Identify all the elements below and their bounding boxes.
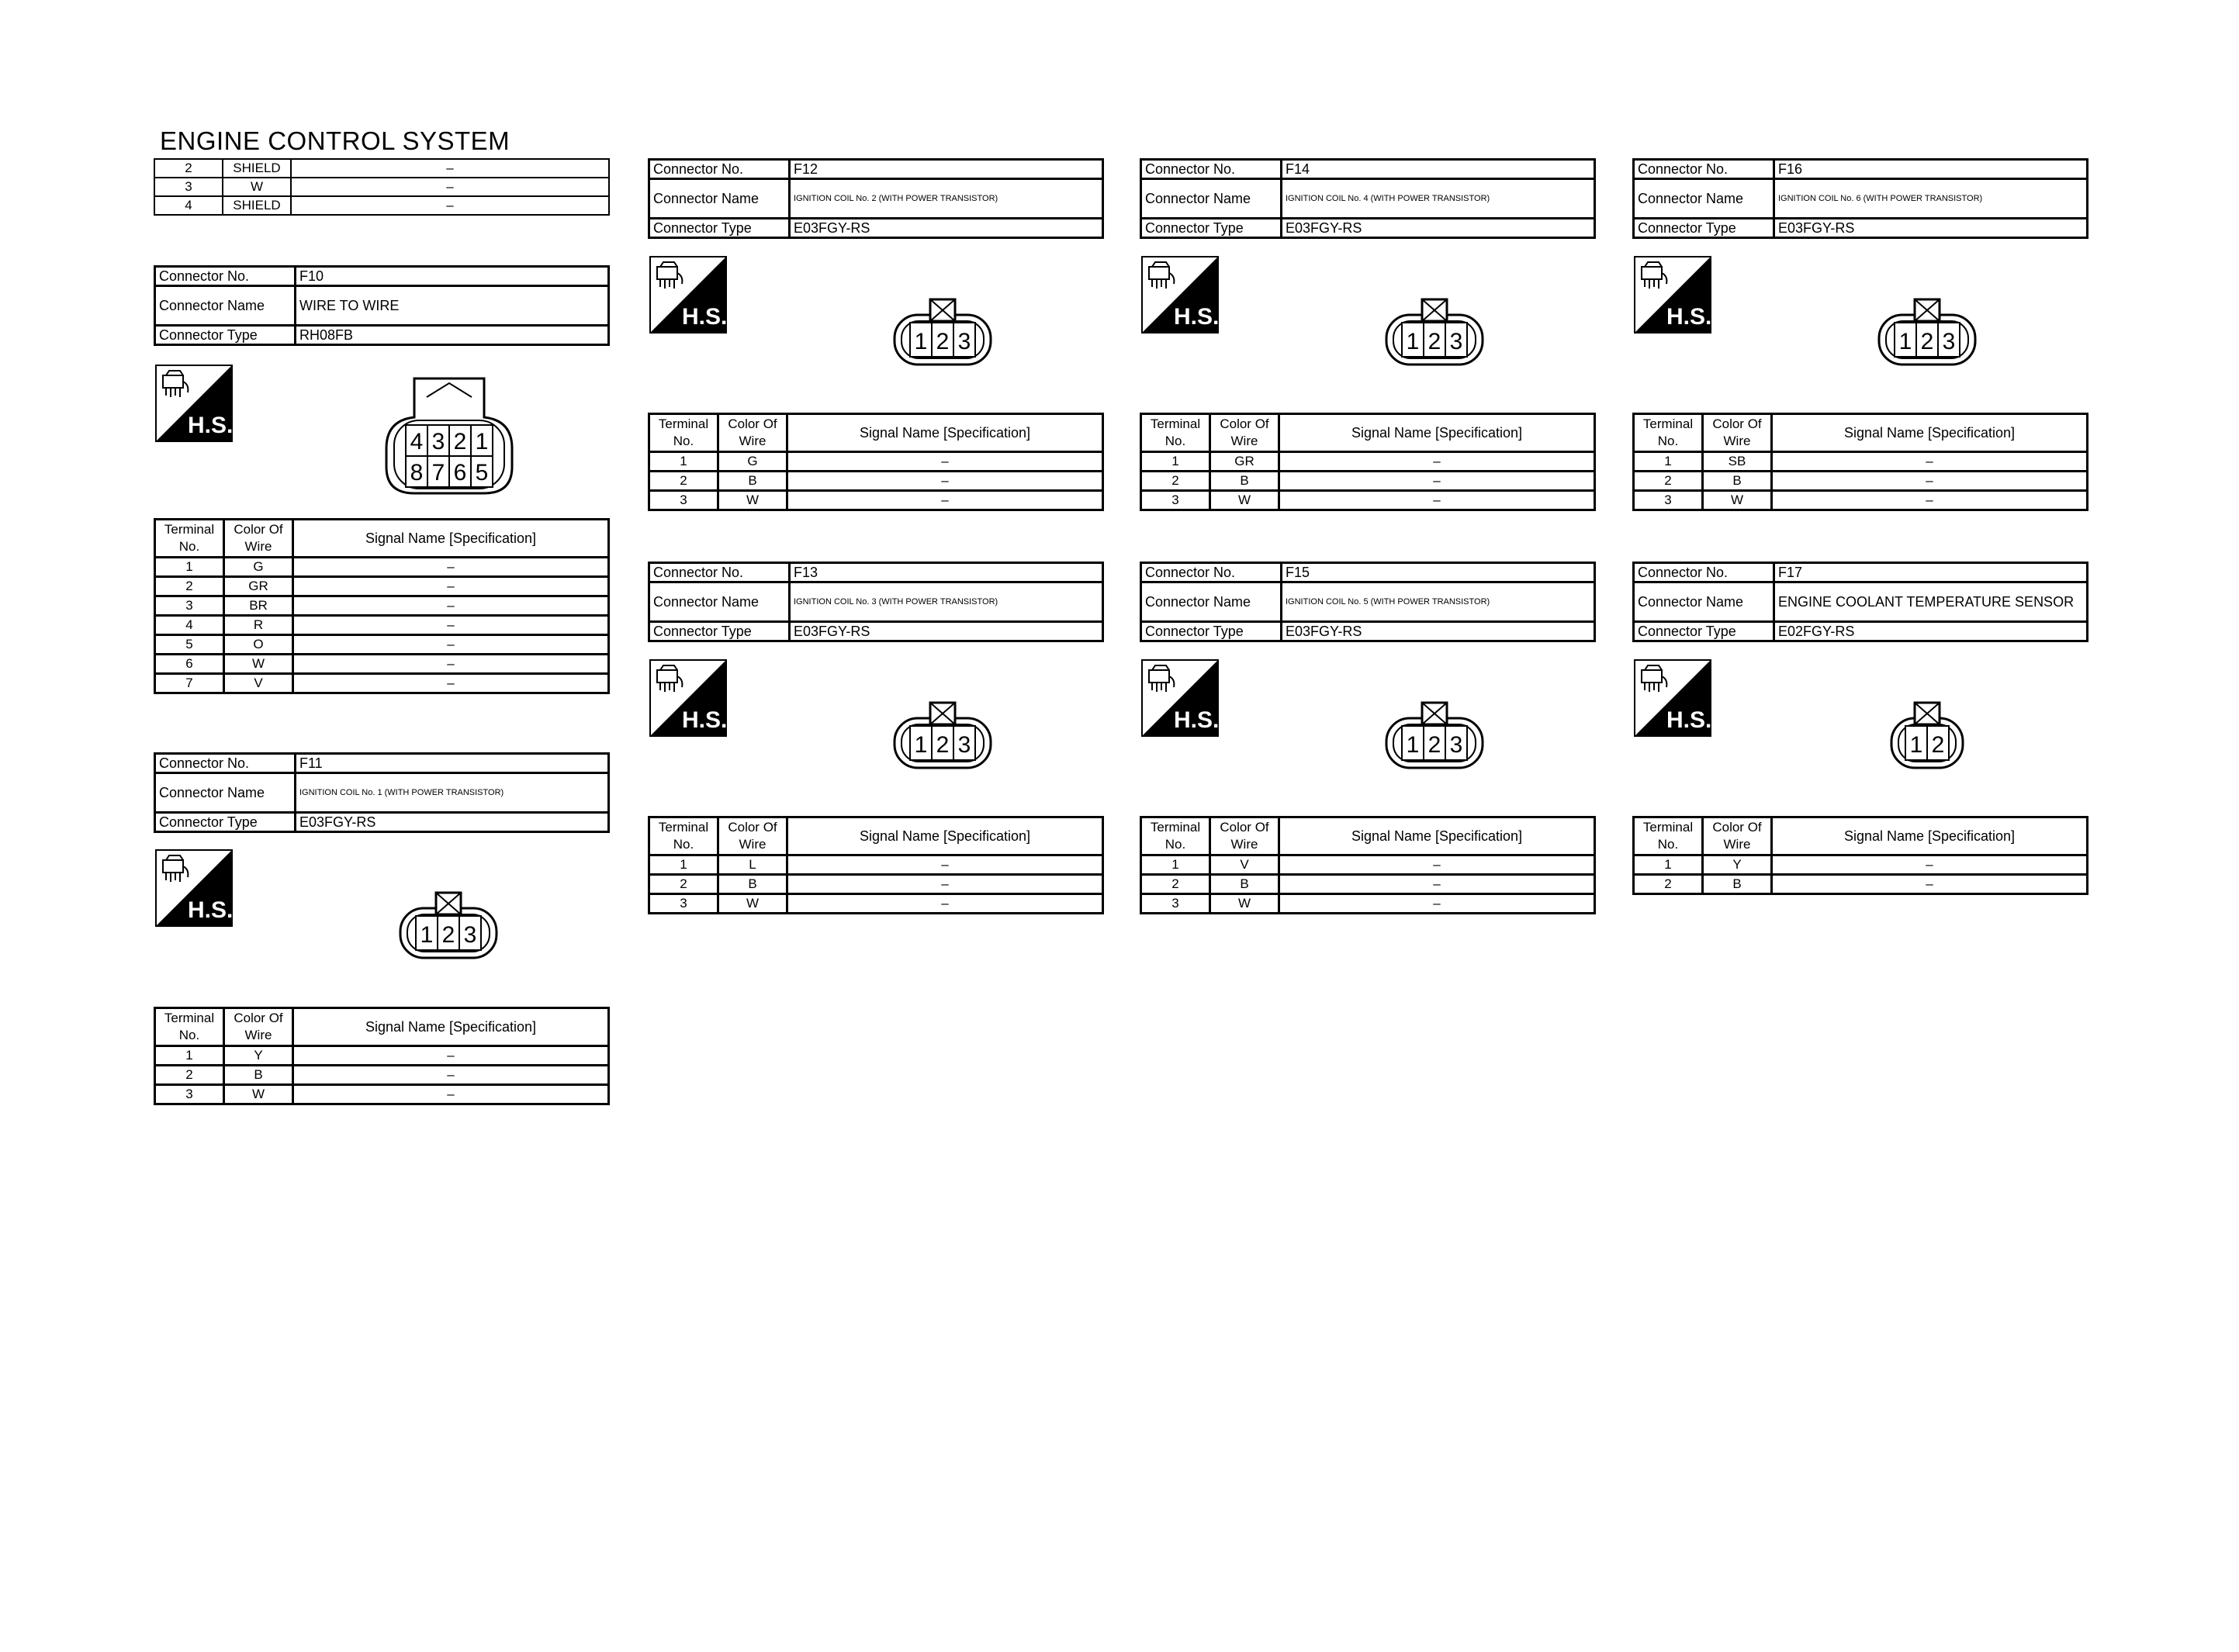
connector-name-label: Connector Name: [1634, 179, 1774, 219]
terminal-cell: 2: [649, 472, 718, 491]
connector-info-table: [1140, 562, 1596, 642]
connector-type-label: Connector Type: [155, 813, 296, 832]
connector-face-diagram: [398, 890, 499, 965]
signal-name-header: Signal Name [Specification]: [293, 520, 609, 558]
signal-cell: –: [1279, 855, 1595, 875]
table-row: [155, 596, 609, 616]
pin-label: 2: [1427, 329, 1441, 354]
wire-color-cell: B: [1210, 472, 1279, 491]
terminal-cell: 2: [1141, 472, 1210, 491]
connector-no-row: [1141, 160, 1595, 179]
connector-name-row: [649, 582, 1103, 622]
connector-name-label: Connector Name: [649, 179, 790, 219]
pin-label: 8: [410, 460, 424, 486]
wire-color-cell: B: [718, 875, 787, 894]
table-row: [1634, 472, 2088, 491]
terminal-table: [1140, 413, 1596, 511]
connector-name-label: Connector Name: [1141, 582, 1282, 622]
connector-type-label: Connector Type: [649, 622, 790, 641]
terminal-cell: 2: [1141, 875, 1210, 894]
svg-text:H.S.: H.S.: [188, 897, 233, 923]
svg-text:H.S.: H.S.: [682, 304, 727, 330]
table-row: [649, 894, 1103, 914]
connector-name-value: IGNITION COIL No. 6 (WITH POWER TRANSISTOR): [1774, 179, 2088, 219]
connector-name-value: WIRE TO WIRE: [296, 286, 609, 326]
wire-color-cell: B: [1703, 875, 1772, 894]
terminal-cell: 3: [649, 491, 718, 510]
table-header-row: [649, 817, 1103, 855]
terminal-no-header: Terminal No.: [1141, 414, 1210, 452]
connector-info-table: [1632, 158, 2088, 239]
pin-label: 2: [1427, 732, 1441, 758]
table-row: [155, 577, 609, 596]
connector-no-row: [1634, 160, 2088, 179]
wire-color-cell: B: [1210, 875, 1279, 894]
connector-face-diagram: [1384, 296, 1485, 372]
signal-cell: –: [787, 472, 1103, 491]
signal-cell: –: [291, 196, 609, 215]
wire-color-header: Color Of Wire: [718, 414, 787, 452]
svg-text:H.S.: H.S.: [1174, 707, 1219, 733]
signal-cell: –: [1279, 875, 1595, 894]
table-row: [155, 1046, 609, 1066]
wire-color-header: Color Of Wire: [1703, 817, 1772, 855]
table-header-row: [1634, 817, 2088, 855]
table-row: [155, 1066, 609, 1085]
connector-info-table: [154, 265, 610, 346]
pin-label: 1: [1406, 329, 1420, 354]
wire-color-cell: SHIELD: [223, 196, 291, 215]
wire-color-cell: SHIELD: [223, 159, 291, 178]
table-row: [154, 159, 609, 178]
terminal-table: [1632, 413, 2088, 511]
terminal-cell: 1: [1634, 855, 1703, 875]
pin-label: 1: [914, 732, 928, 758]
connector-info-table: [648, 158, 1104, 239]
wire-color-cell: Y: [1703, 855, 1772, 875]
terminal-cell: 2: [154, 159, 223, 178]
harness-side-icon: [1634, 256, 1711, 334]
connector-no-row: [155, 267, 609, 286]
connector-no-row: [1634, 563, 2088, 582]
connector-type-row: [649, 622, 1103, 641]
terminal-cell: 4: [154, 196, 223, 215]
terminal-cell: 7: [155, 674, 224, 693]
signal-cell: –: [1279, 894, 1595, 914]
table-row: [155, 1085, 609, 1104]
table-row: [155, 655, 609, 674]
connector-no-row: [1141, 563, 1595, 582]
connector-no-value: F17: [1774, 563, 2088, 582]
wire-color-cell: B: [718, 472, 787, 491]
connector-name-label: Connector Name: [1634, 582, 1774, 622]
signal-cell: –: [293, 596, 609, 616]
terminal-no-header: Terminal No.: [1141, 817, 1210, 855]
wire-color-cell: GR: [224, 577, 293, 596]
terminal-cell: 1: [155, 558, 224, 577]
table-header-row: [1141, 817, 1595, 855]
signal-name-header: Signal Name [Specification]: [1772, 817, 2088, 855]
signal-cell: –: [291, 178, 609, 196]
terminal-cell: 1: [155, 1046, 224, 1066]
wire-color-cell: Y: [224, 1046, 293, 1066]
table-row: [155, 616, 609, 635]
pin-label: 5: [475, 460, 489, 486]
terminal-cell: 2: [1634, 472, 1703, 491]
pin-label: 3: [431, 429, 445, 454]
table-row: [1141, 472, 1595, 491]
connector-name-label: Connector Name: [155, 286, 296, 326]
connector-no-value: F11: [296, 754, 609, 773]
wire-color-cell: W: [718, 491, 787, 510]
connector-type-label: Connector Type: [1634, 622, 1774, 641]
terminal-no-header: Terminal No.: [1634, 414, 1703, 452]
terminal-cell: 5: [155, 635, 224, 655]
connector-no-value: F16: [1774, 160, 2088, 179]
table-header-row: [155, 1008, 609, 1046]
table-header-row: [1141, 414, 1595, 452]
connector-no-label: Connector No.: [1634, 563, 1774, 582]
signal-cell: –: [293, 1085, 609, 1104]
pin-label: 1: [420, 922, 434, 948]
connector-info-table: [1632, 562, 2088, 642]
signal-name-header: Signal Name [Specification]: [1279, 414, 1595, 452]
connector-type-value: E03FGY-RS: [296, 813, 609, 832]
harness-side-icon: [1141, 659, 1219, 737]
connector-type-label: Connector Type: [1634, 219, 1774, 238]
signal-cell: –: [293, 1066, 609, 1085]
connector-no-label: Connector No.: [1141, 563, 1282, 582]
connector-type-value: RH08FB: [296, 326, 609, 345]
connector-info-table: [648, 562, 1104, 642]
wire-color-cell: G: [718, 452, 787, 472]
pin-label: 2: [441, 922, 455, 948]
signal-name-header: Signal Name [Specification]: [1772, 414, 2088, 452]
signal-cell: –: [293, 635, 609, 655]
connector-name-row: [649, 179, 1103, 219]
signal-cell: –: [787, 855, 1103, 875]
table-row: [155, 674, 609, 693]
connector-name-value: IGNITION COIL No. 1 (WITH POWER TRANSISTOR): [296, 773, 609, 813]
wire-color-header: Color Of Wire: [1210, 414, 1279, 452]
wire-color-cell: W: [1703, 491, 1772, 510]
terminal-cell: 1: [649, 452, 718, 472]
connector-no-label: Connector No.: [649, 563, 790, 582]
table-row: [1141, 491, 1595, 510]
connector-name-value: IGNITION COIL No. 5 (WITH POWER TRANSISTOR): [1282, 582, 1595, 622]
terminal-cell: 3: [1634, 491, 1703, 510]
connector-type-row: [155, 813, 609, 832]
table-header-row: [649, 414, 1103, 452]
connector-no-row: [155, 754, 609, 773]
harness-side-icon: [649, 659, 727, 737]
connector-type-label: Connector Type: [1141, 219, 1282, 238]
connector-no-row: [649, 563, 1103, 582]
signal-cell: –: [787, 452, 1103, 472]
connector-type-label: Connector Type: [1141, 622, 1282, 641]
signal-cell: –: [1772, 855, 2088, 875]
table-row: [154, 178, 609, 196]
pin-label: 3: [957, 329, 971, 354]
connector-type-row: [1634, 622, 2088, 641]
pin-label: 6: [453, 460, 467, 486]
table-row: [155, 558, 609, 577]
connector-no-label: Connector No.: [155, 267, 296, 286]
terminal-cell: 3: [155, 596, 224, 616]
pin-label: 2: [1920, 329, 1934, 354]
terminal-cell: 2: [155, 577, 224, 596]
connector-no-value: F13: [790, 563, 1103, 582]
terminal-cell: 1: [1141, 452, 1210, 472]
signal-cell: –: [1772, 875, 2088, 894]
signal-cell: –: [293, 558, 609, 577]
terminal-cell: 3: [649, 894, 718, 914]
signal-cell: –: [293, 674, 609, 693]
connector-no-label: Connector No.: [155, 754, 296, 773]
connector-no-label: Connector No.: [649, 160, 790, 179]
pin-label: 3: [463, 922, 477, 948]
terminal-cell: 1: [649, 855, 718, 875]
wire-color-cell: BR: [224, 596, 293, 616]
connector-name-row: [155, 286, 609, 326]
wire-color-header: Color Of Wire: [1210, 817, 1279, 855]
terminal-table: [648, 816, 1104, 914]
pin-label: 7: [431, 460, 445, 486]
harness-side-icon: [155, 365, 233, 442]
svg-text:H.S.: H.S.: [1666, 707, 1711, 733]
connector-face-diagram: [383, 374, 515, 500]
terminal-cell: 4: [155, 616, 224, 635]
connector-type-row: [1634, 219, 2088, 238]
connector-type-row: [649, 219, 1103, 238]
connector-type-value: E03FGY-RS: [790, 219, 1103, 238]
signal-cell: –: [293, 655, 609, 674]
signal-cell: –: [293, 577, 609, 596]
terminal-cell: 3: [155, 1085, 224, 1104]
terminal-cell: 2: [649, 875, 718, 894]
pin-label: 1: [1909, 732, 1923, 758]
pin-label: 1: [475, 429, 489, 454]
connector-type-label: Connector Type: [155, 326, 296, 345]
signal-name-header: Signal Name [Specification]: [293, 1008, 609, 1046]
pin-label: 3: [1449, 329, 1463, 354]
connector-no-value: F10: [296, 267, 609, 286]
signal-name-header: Signal Name [Specification]: [787, 414, 1103, 452]
pin-label: 2: [453, 429, 467, 454]
connector-info-table: [1140, 158, 1596, 239]
signal-name-header: Signal Name [Specification]: [1279, 817, 1595, 855]
pin-label: 3: [1942, 329, 1956, 354]
terminal-no-header: Terminal No.: [649, 817, 718, 855]
wire-color-cell: W: [224, 655, 293, 674]
wire-color-cell: W: [1210, 894, 1279, 914]
pin-label: 3: [1449, 732, 1463, 758]
table-row: [649, 472, 1103, 491]
connector-type-value: E03FGY-RS: [790, 622, 1103, 641]
wire-color-cell: B: [224, 1066, 293, 1085]
signal-name-header: Signal Name [Specification]: [787, 817, 1103, 855]
wire-color-cell: SB: [1703, 452, 1772, 472]
connector-type-value: E03FGY-RS: [1282, 219, 1595, 238]
signal-cell: –: [787, 491, 1103, 510]
table-header-row: [1634, 414, 2088, 452]
wire-color-cell: W: [718, 894, 787, 914]
terminal-no-header: Terminal No.: [155, 1008, 224, 1046]
signal-cell: –: [1772, 491, 2088, 510]
page-title: ENGINE CONTROL SYSTEM: [160, 126, 510, 155]
connector-name-label: Connector Name: [1141, 179, 1282, 219]
table-header-row: [155, 520, 609, 558]
pin-label: 4: [410, 429, 424, 454]
connector-no-value: F12: [790, 160, 1103, 179]
signal-cell: –: [293, 616, 609, 635]
signal-cell: –: [1279, 491, 1595, 510]
connector-face-diagram: [892, 296, 993, 372]
pin-label: 2: [1931, 732, 1945, 758]
connector-type-value: E03FGY-RS: [1282, 622, 1595, 641]
connector-no-row: [649, 160, 1103, 179]
connector-name-row: [1141, 179, 1595, 219]
wire-color-cell: G: [224, 558, 293, 577]
signal-cell: –: [291, 159, 609, 178]
pin-label: 1: [1406, 732, 1420, 758]
table-row: [1634, 875, 2088, 894]
signal-cell: –: [1279, 452, 1595, 472]
table-row: [1141, 894, 1595, 914]
table-row: [649, 875, 1103, 894]
connector-name-row: [155, 773, 609, 813]
terminal-cell: 1: [1141, 855, 1210, 875]
wire-color-header: Color Of Wire: [718, 817, 787, 855]
terminal-table: [648, 413, 1104, 511]
table-row: [1634, 855, 2088, 875]
terminal-table: [154, 518, 610, 694]
signal-cell: –: [1772, 452, 2088, 472]
connector-type-row: [1141, 219, 1595, 238]
connector-no-label: Connector No.: [1141, 160, 1282, 179]
connector-info-table: [154, 752, 610, 833]
svg-text:H.S.: H.S.: [682, 707, 727, 733]
connector-name-value: IGNITION COIL No. 2 (WITH POWER TRANSISTOR): [790, 179, 1103, 219]
svg-text:H.S.: H.S.: [1666, 304, 1711, 330]
connector-face-diagram: [1889, 700, 1965, 775]
table-row: [649, 491, 1103, 510]
terminal-cell: 3: [154, 178, 223, 196]
table-row: [154, 196, 609, 215]
connector-type-value: E02FGY-RS: [1774, 622, 2088, 641]
wire-color-cell: B: [1703, 472, 1772, 491]
connector-no-value: F15: [1282, 563, 1595, 582]
connector-name-label: Connector Name: [649, 582, 790, 622]
connector-type-value: E03FGY-RS: [1774, 219, 2088, 238]
pin-label: 1: [1898, 329, 1912, 354]
terminal-cell: 6: [155, 655, 224, 674]
connector-name-value: IGNITION COIL No. 4 (WITH POWER TRANSISTOR): [1282, 179, 1595, 219]
pin-label: 1: [914, 329, 928, 354]
signal-cell: –: [787, 875, 1103, 894]
wire-color-cell: R: [224, 616, 293, 635]
table-row: [1141, 452, 1595, 472]
pin-label: 3: [957, 732, 971, 758]
wire-color-cell: O: [224, 635, 293, 655]
connector-name-label: Connector Name: [155, 773, 296, 813]
table-row: [1634, 491, 2088, 510]
terminal-cell: 2: [155, 1066, 224, 1085]
signal-cell: –: [1279, 472, 1595, 491]
harness-side-icon: [155, 849, 233, 927]
connector-name-row: [1634, 179, 2088, 219]
svg-text:H.S.: H.S.: [1174, 304, 1219, 330]
pin-label: 2: [936, 732, 950, 758]
wire-color-cell: GR: [1210, 452, 1279, 472]
connector-no-label: Connector No.: [1634, 160, 1774, 179]
harness-side-icon: [649, 256, 727, 334]
terminal-table: [154, 1007, 610, 1105]
wire-color-header: Color Of Wire: [1703, 414, 1772, 452]
table-row: [1634, 452, 2088, 472]
terminal-table: [1140, 816, 1596, 914]
connector-face-diagram: [1877, 296, 1978, 372]
signal-cell: –: [293, 1046, 609, 1066]
connector-type-row: [155, 326, 609, 345]
connector-name-value: IGNITION COIL No. 3 (WITH POWER TRANSISTOR): [790, 582, 1103, 622]
connector-type-label: Connector Type: [649, 219, 790, 238]
wire-color-cell: W: [224, 1085, 293, 1104]
terminal-cell: 3: [1141, 491, 1210, 510]
signal-cell: –: [787, 894, 1103, 914]
svg-text:H.S.: H.S.: [188, 413, 233, 438]
terminal-cell: 3: [1141, 894, 1210, 914]
table-row: [155, 635, 609, 655]
terminal-table: [1632, 816, 2088, 895]
table-row: [1141, 875, 1595, 894]
signal-cell: –: [1772, 472, 2088, 491]
wire-color-cell: L: [718, 855, 787, 875]
connector-name-row: [1141, 582, 1595, 622]
wire-color-cell: V: [224, 674, 293, 693]
connector-face-diagram: [892, 700, 993, 775]
connector-name-row: [1634, 582, 2088, 622]
connector-name-value: ENGINE COOLANT TEMPERATURE SENSOR: [1774, 582, 2088, 622]
table-row: [649, 855, 1103, 875]
continuation-table: [154, 158, 610, 216]
pin-label: 2: [936, 329, 950, 354]
terminal-no-header: Terminal No.: [1634, 817, 1703, 855]
harness-side-icon: [1141, 256, 1219, 334]
terminal-no-header: Terminal No.: [155, 520, 224, 558]
terminal-cell: 2: [1634, 875, 1703, 894]
table-row: [1141, 855, 1595, 875]
connector-type-row: [1141, 622, 1595, 641]
terminal-cell: 1: [1634, 452, 1703, 472]
wire-color-header: Color Of Wire: [224, 1008, 293, 1046]
wire-color-cell: W: [1210, 491, 1279, 510]
terminal-no-header: Terminal No.: [649, 414, 718, 452]
connector-face-diagram: [1384, 700, 1485, 775]
wire-color-cell: W: [223, 178, 291, 196]
harness-side-icon: [1634, 659, 1711, 737]
wire-color-cell: V: [1210, 855, 1279, 875]
table-row: [649, 452, 1103, 472]
connector-no-value: F14: [1282, 160, 1595, 179]
wire-color-header: Color Of Wire: [224, 520, 293, 558]
